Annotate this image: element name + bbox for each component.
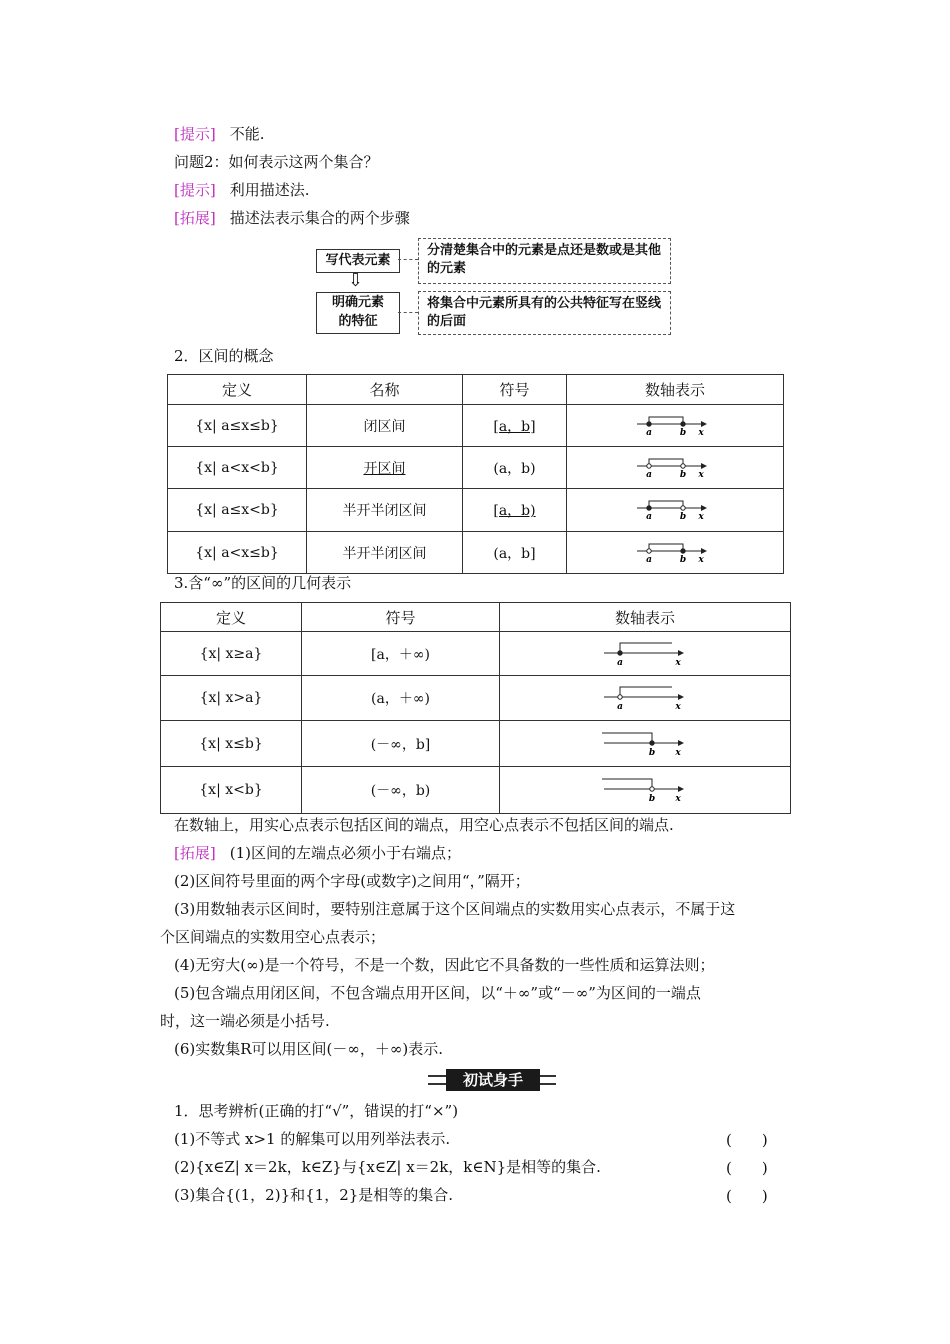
- axis-label-x: x: [698, 427, 704, 438]
- axis-label-x: x: [675, 657, 681, 667]
- flow-note-1: 分清楚集合中的元素是点还是数或是其他的元素: [418, 238, 671, 284]
- number-line-ray: [600, 681, 690, 711]
- axis-label-a: a: [646, 554, 652, 565]
- axis-label-x: x: [698, 554, 704, 565]
- table-row: [168, 532, 784, 574]
- axis-label-a: a: [646, 469, 652, 480]
- table-row: [168, 405, 784, 447]
- axis-arrow-icon: [678, 650, 684, 656]
- extension-line-1: [174, 208, 410, 228]
- extension-tag: [拓展]: [174, 209, 216, 227]
- flow-connector-2: [398, 312, 418, 313]
- header-symbol: 符号: [463, 375, 567, 405]
- number-line-ray: [600, 773, 690, 803]
- row-number-line: [567, 405, 784, 447]
- section-3-title: 3.含“∞”的区间的几何表示: [174, 574, 352, 592]
- banner-title: 初试身手: [446, 1069, 540, 1091]
- note-6: (6)实数集R可以用区间(－∞，＋∞)表示.: [174, 1040, 444, 1058]
- interval-bracket: [649, 501, 683, 508]
- hint-text-1: 不能.: [229, 125, 265, 143]
- closed-endpoint: [618, 650, 622, 654]
- row-name-text: 开区间: [363, 460, 406, 477]
- practice-banner: [428, 1069, 558, 1093]
- flow-step-2-line-2: 的特征: [338, 314, 378, 329]
- table-row: [161, 632, 791, 676]
- row-symbol: [463, 405, 567, 447]
- answer-blank-1[interactable]: ( ): [726, 1131, 768, 1149]
- row-symbol: [463, 489, 567, 532]
- axis-label-a: a: [646, 512, 652, 522]
- row-symbol-text: [a，b): [493, 503, 536, 519]
- axis-label-x: x: [698, 512, 704, 522]
- axis-arrow-icon: [678, 740, 684, 746]
- axis-arrow-icon: [678, 694, 684, 700]
- table-row: [161, 721, 791, 767]
- note-3a: (3)用数轴表示区间时，要特别注意属于这个区间端点的实数用实心点表示，不属于这: [174, 900, 736, 918]
- axis-label-b: b: [679, 427, 687, 438]
- extension-tag: [拓展]: [174, 844, 216, 862]
- axis-arrow-icon: [701, 463, 707, 469]
- ray-bracket: [620, 687, 672, 697]
- hint-tag: [提示]: [174, 125, 216, 143]
- infinite-interval-table: [160, 602, 791, 814]
- row-name: 半开半闭区间: [307, 532, 463, 574]
- row-definition: {x| a≤x<b}: [168, 489, 307, 532]
- axis-label-b: b: [679, 512, 687, 522]
- table-row: [168, 489, 784, 532]
- hint-line-2: [174, 180, 310, 200]
- practice-item-1: (1)不等式 x>1 的解集可以用列举法表示.: [174, 1130, 451, 1148]
- row-name: 闭区间: [307, 405, 463, 447]
- number-line-open-interval: [635, 452, 715, 480]
- closed-endpoint: [681, 421, 685, 425]
- number-line-closed-interval: [635, 410, 715, 438]
- row-definition: {x| a<x≤b}: [168, 532, 307, 574]
- axis-label-a: a: [646, 427, 652, 438]
- number-line-half-open-interval: [635, 494, 715, 522]
- flow-step-2: [316, 292, 400, 334]
- practice-question-1: 1．思考辨析(正确的打“√”，错误的打“×”): [174, 1102, 459, 1120]
- axis-arrow-icon: [701, 505, 707, 511]
- note-5a: (5)包含端点用闭区间，不包含端点用开区间，以“＋∞”或“－∞”为区间的一端点: [174, 984, 701, 1002]
- interval-table: [167, 374, 784, 574]
- interval-table-header: [168, 375, 784, 405]
- row-symbol: (－∞，b): [302, 767, 500, 814]
- open-endpoint: [681, 506, 685, 510]
- row-definition: {x| x<b}: [161, 767, 302, 814]
- practice-item-3: (3)集合{(1，2)}和{1，2}是相等的集合.: [174, 1186, 454, 1204]
- ray-bracket: [602, 779, 652, 789]
- hint-text-2: 利用描述法.: [229, 181, 310, 199]
- axis-label-endpoint: b: [648, 747, 656, 757]
- table-row: [161, 767, 791, 814]
- flow-note-2: 将集合中元素所具有的公共特征写在竖线的后面: [418, 291, 671, 335]
- section-2-title: 2．区间的概念: [174, 347, 274, 365]
- ray-bracket: [602, 733, 652, 743]
- header-number-line: 数轴表示: [500, 603, 791, 632]
- flow-connector-1: [398, 259, 418, 260]
- axis-label-x: x: [675, 702, 681, 711]
- row-definition: {x| x≥a}: [161, 632, 302, 676]
- axis-arrow-icon: [701, 421, 707, 427]
- row-symbol: (－∞，b]: [302, 721, 500, 767]
- closed-endpoint: [650, 740, 654, 744]
- row-number-line: [500, 676, 791, 721]
- ray-bracket: [620, 643, 672, 653]
- practice-item-2: (2){x∈Z| x＝2k，k∈Z}与{x∈Z| x＝2k，k∈N}是相等的集合.: [174, 1158, 601, 1176]
- open-endpoint: [681, 463, 685, 467]
- flow-down-arrow-icon: ⇩: [348, 270, 364, 291]
- row-number-line: [567, 489, 784, 532]
- header-definition: 定义: [161, 603, 302, 632]
- row-number-line: [500, 767, 791, 814]
- row-number-line: [567, 447, 784, 489]
- interval-bracket: [649, 459, 683, 466]
- row-symbol: (a，b]: [463, 532, 567, 574]
- hint-line-1: [174, 124, 265, 144]
- closed-endpoint: [647, 506, 651, 510]
- open-endpoint: [647, 463, 651, 467]
- row-name: 半开半闭区间: [307, 489, 463, 532]
- extension-line-2: [174, 843, 461, 863]
- answer-blank-3[interactable]: ( ): [726, 1187, 768, 1205]
- axis-arrow-icon: [678, 786, 684, 792]
- header-number-line: 数轴表示: [567, 375, 784, 405]
- header-definition: 定义: [168, 375, 307, 405]
- closed-endpoint: [681, 548, 685, 552]
- row-number-line: [500, 632, 791, 676]
- axis-label-b: b: [679, 469, 687, 480]
- row-symbol: (a，b): [463, 447, 567, 489]
- number-line-half-open-interval: [635, 537, 715, 565]
- axis-label-b: b: [679, 554, 687, 565]
- header-name: 名称: [307, 375, 463, 405]
- row-definition: {x| x>a}: [161, 676, 302, 721]
- table-row: [161, 676, 791, 721]
- interval-bracket: [649, 544, 683, 551]
- row-symbol-text: [a，b]: [493, 418, 536, 435]
- endpoint-note: 在数轴上，用实心点表示包括区间的端点，用空心点表示不包括区间的端点.: [174, 816, 674, 834]
- axis-arrow-icon: [701, 548, 707, 554]
- number-line-ray: [600, 727, 690, 757]
- row-name: [307, 447, 463, 489]
- infinite-table-header: [161, 603, 791, 632]
- axis-label-endpoint: a: [617, 657, 623, 667]
- axis-label-endpoint: a: [617, 702, 623, 711]
- row-symbol: (a，＋∞): [302, 676, 500, 721]
- note-2: (2)区间符号里面的两个字母(或数字)之间用“，”隔开；: [174, 872, 530, 890]
- closed-endpoint: [647, 421, 651, 425]
- number-line-ray: [600, 637, 690, 667]
- note-5b: 时，这一端必须是小括号.: [160, 1012, 330, 1030]
- flow-step-1: 写代表元素: [316, 249, 400, 273]
- header-symbol: 符号: [302, 603, 500, 632]
- open-endpoint: [647, 548, 651, 552]
- row-definition: {x| a<x<b}: [168, 447, 307, 489]
- answer-blank-2[interactable]: ( ): [726, 1159, 768, 1177]
- row-symbol: [a，＋∞): [302, 632, 500, 676]
- note-4: (4)无穷大(∞)是一个符号，不是一个数，因此它不具备数的一些性质和运算法则；: [174, 956, 715, 974]
- row-definition: {x| x≤b}: [161, 721, 302, 767]
- row-number-line: [500, 721, 791, 767]
- question-2: 问题2：如何表示这两个集合？: [174, 153, 379, 171]
- extension-text-1: 描述法表示集合的两个步骤: [229, 209, 410, 227]
- note-3b: 个区间端点的实数用空心点表示；: [160, 928, 386, 946]
- flow-step-2-line-1: 明确元素: [331, 295, 384, 310]
- open-endpoint: [650, 787, 654, 791]
- row-number-line: [567, 532, 784, 574]
- axis-label-x: x: [698, 469, 704, 480]
- note-1: (1)区间的左端点必须小于右端点；: [229, 844, 461, 862]
- hint-tag: [提示]: [174, 181, 216, 199]
- axis-label-x: x: [675, 747, 681, 757]
- open-endpoint: [618, 695, 622, 699]
- interval-bracket: [649, 417, 683, 424]
- row-definition: {x| a≤x≤b}: [168, 405, 307, 447]
- table-row: [168, 447, 784, 489]
- axis-label-x: x: [675, 794, 681, 803]
- axis-label-endpoint: b: [648, 794, 656, 803]
